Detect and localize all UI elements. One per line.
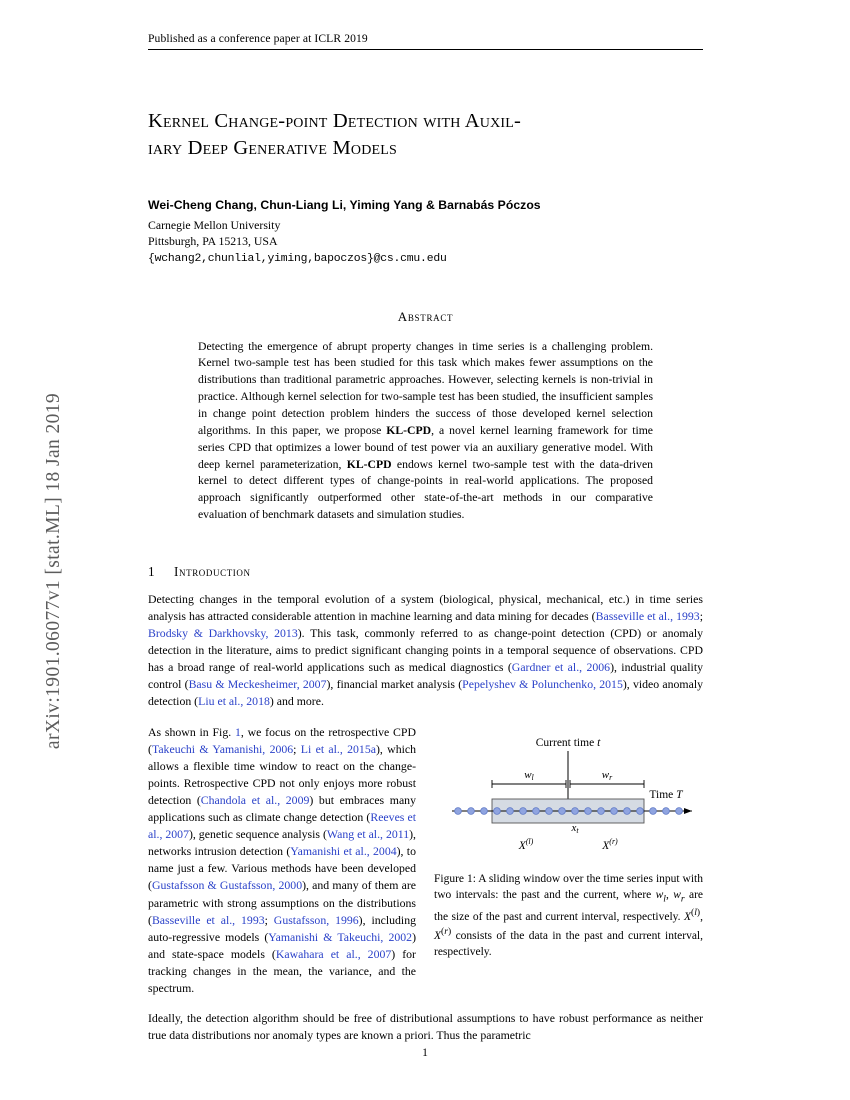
label-wl: wl — [524, 768, 534, 782]
intro-paragraph-1: Detecting changes in the temporal evolution of a system (biological, physical, mechanical, etc.) in time series analysis has attracted considerable attention in machine learning and data mining for decades (Basseville et al., 1993; Brodsky & Darkhovsky, 2013). This task, commonly referred to as change-point detection (CPD) or anomaly detection in the literature, aims to predict significant changing points in a temporal sequence of observations. CPD has a broad range of real-world applications such as medical diagnostics (Gardner et al., 2006), industrial quality control (Basu & Meckesheimer, 2007), financial market analysis (Pepelyshev & Polunchenko, 2015), video anomaly detection (Liu et al., 2018) and more. — [148, 591, 703, 709]
author-emails: {wchang2,chunlial,yiming,bapoczos}@cs.cmu.edu — [148, 252, 447, 265]
figure-1-caption: Figure 1: A sliding window over the time series input with two intervals: the past and the current, where $w_l$, $w_r$ are the size of the past and current interval, respectively. $X^{(l)}$, $X^{(r)}$ consists of the data in the past and current interval, respectively. — [434, 872, 703, 959]
abstract-heading: Abstract — [397, 308, 454, 324]
figure-1-graphic — [434, 724, 703, 859]
label-x-left: $X^{(l)}$ — [518, 836, 534, 852]
section-number: 1 — [148, 563, 155, 579]
sliding-window-diagram — [434, 724, 703, 859]
arxiv-stamp: arXiv:1901.06077v1 [stat.ML] 18 Jan 2019 — [43, 392, 64, 750]
label-time-axis: Time T — [649, 788, 683, 801]
section-name: Introduction — [174, 563, 251, 579]
label-wr: wr — [601, 768, 613, 782]
label-xt: xt — [571, 821, 579, 835]
intro-paragraph-2: As shown in Fig. 1, we focus on the retrospective CPD (Takeuchi & Yamanishi, 2006; Li et al., 2015a), which allows a flexible time window to react on the change-points. Retrospective CPD not only enjoys more robust detection (Chandola et al., 2009) but embraces many applications such as climate change detection (Reeves et al., 2007), genetic sequence analysis (Wang et al., 2011), networks intrusion detection (Yamanishi et al., 2004), to name just a few. Various methods have been developed (Gustafsson & Gustafsson, 2000), and many of them are parametric with strong assumptions on the distributions (Basseville et al., 1993; Gustafsson, 1996), including auto-regressive models (Yamanishi & Takeuchi, 2002) and state-space models (Kawahara et al., 2007) for tracking changes in the mean, the variance, and the spectrum. — [148, 724, 417, 995]
section-heading-introduction — [148, 564, 703, 580]
figure-column — [434, 724, 703, 961]
author-list: Wei-Cheng Chang, Chun-Liang Li, Yiming Yang & Barnabás Póczos — [148, 198, 541, 213]
two-column-block — [148, 724, 703, 998]
label-current-time: Current time t — [535, 736, 601, 749]
page-title — [148, 108, 703, 162]
page-number: 1 — [422, 1046, 428, 1059]
affiliation-line-1: Carnegie Mellon University — [148, 218, 281, 233]
abstract-text: Detecting the emergence of abrupt property changes in time series is a challenging problem. Kernel two-sample test has been studied for this task which makes fewer assumptions on the distributions than traditional parametric approaches. However, selecting kernels is non-trivial in practice. Although kernel selection for two-sample test has been studied, the insufficient samples in change point detection problem hinders the success of those developed kernel selection algorithms. In this paper, we propose KL-CPD, a novel kernel learning framework for time series CPD that optimizes a lower bound of test power via an auxiliary generative model. With deep kernel parameterization, KL-CPD endows kernel two-sample test with the data-driven kernel to detect different types of change-points in real-world applications. The proposed approach significantly outperformed other state-of-the-art methods in our comparative evaluation of benchmark datasets and simulation studies. — [198, 339, 653, 522]
title-line-1: Kernel Change-point Detection with Auxil- — [148, 110, 522, 132]
intro-paragraph-3: Ideally, the detection algorithm should be free of distributional assumptions to have robust performance as neither true data distributions nor anomaly types are known a priori. Thus the parametric — [148, 1011, 703, 1043]
affiliation-line-2: Pittsburgh, PA 15213, USA — [148, 234, 278, 249]
label-x-right: $X^{(r)}$ — [602, 836, 618, 852]
page-content — [148, 32, 703, 1044]
title-line-2: iary Deep Generative Models — [148, 137, 398, 160]
running-head: Published as a conference paper at ICLR 2019 — [148, 32, 703, 50]
